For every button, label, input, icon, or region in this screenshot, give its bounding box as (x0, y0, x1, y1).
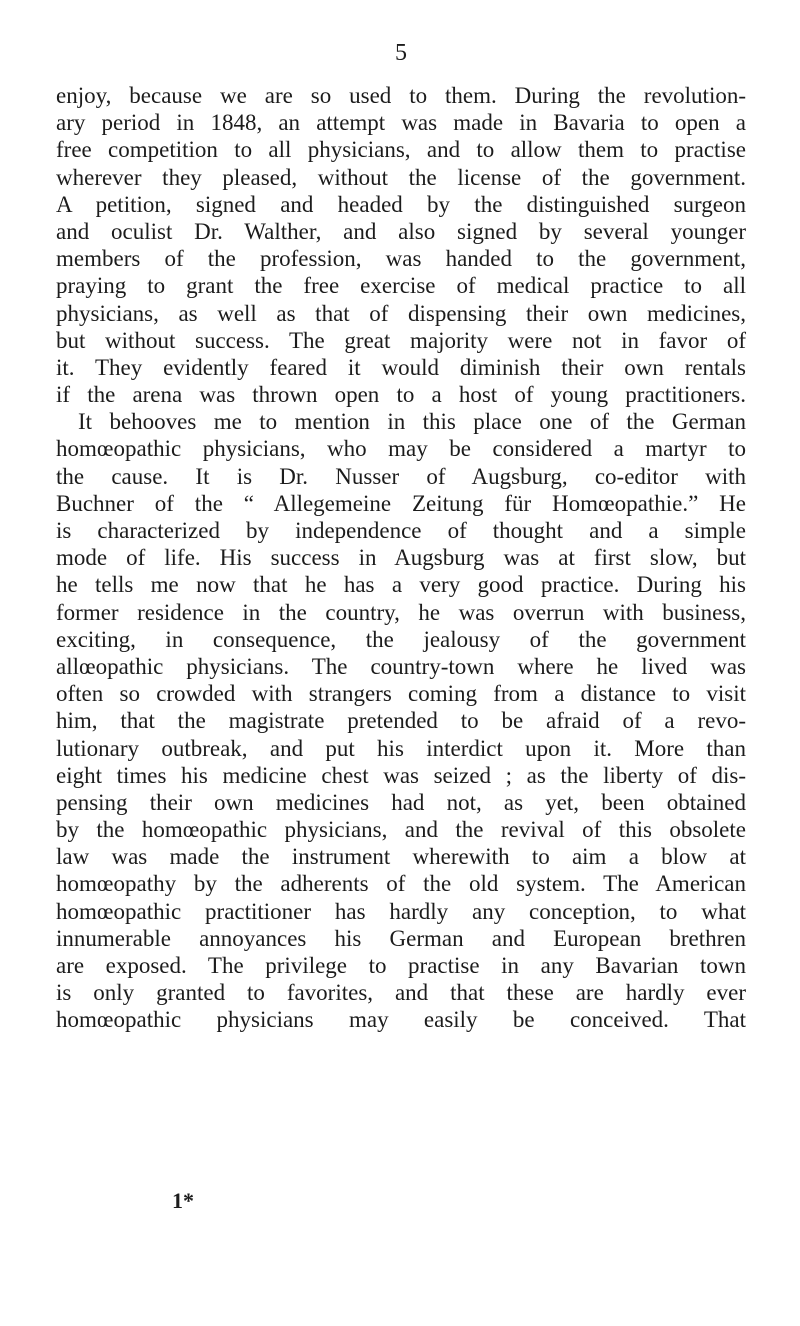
text-line: the cause. It is Dr. Nusser of Augsburg, co-editor with (56, 463, 746, 489)
text-line: homœopathic physicians, who may be considered a martyr to (56, 436, 746, 462)
text-line: if the arena was thrown open to a host of young practitioners. (56, 382, 746, 408)
text-line: physicians, as well as that of dispensing their own medicines, (56, 300, 746, 326)
text-line: It behooves me to mention in this place one of the German (78, 409, 746, 435)
text-line: and oculist Dr. Walther, and also signed by several younger (56, 218, 746, 244)
text-line: Buchner of the “ Allegemeine Zeitung für Homœopathie.” He (56, 490, 746, 516)
text-line: ary period in 1848, an attempt was made in Bavaria to open a (56, 110, 746, 136)
text-line: pensing their own medicines had not, as yet, been obtained (56, 789, 746, 815)
text-line: is characterized by independence of thought and a simple (56, 518, 746, 543)
text-line: is only granted to favorites, and that these are hardly ever (56, 980, 746, 1006)
text-line: homœopathic practitioner has hardly any conception, to what (56, 898, 746, 924)
text-line: are exposed. The privilege to practise in any Bavarian town (56, 953, 746, 978)
text-line: homœopathy by the adherents of the old system. The American (56, 871, 746, 897)
text-line: enjoy, because we are so used to them. During the revolution- (56, 83, 746, 108)
text-line: mode of life. His success in Augsburg was at first slow, but (56, 545, 746, 571)
text-line: eight times his medicine chest was seized ; as the liberty of dis- (56, 762, 746, 788)
page-number: 5 (395, 40, 407, 66)
text-line: praying to grant the free exercise of medical practice to all (56, 273, 746, 299)
text-line: him, that the magistrate pretended to be afraid of a revo- (56, 708, 746, 734)
text-line: allœopathic physicians. The country-town where he lived was (56, 653, 746, 679)
text-line: A petition, signed and headed by the distinguished surgeon (56, 191, 746, 217)
text-line: but without success. The great majority were not in favor of (56, 327, 746, 353)
text-line: innumerable annoyances his German and European brethren (56, 925, 746, 951)
text-line: exciting, in consequence, the jealousy of the government (56, 626, 746, 652)
body-text (56, 82, 746, 1034)
text-line: former residence in the country, he was overrun with business, (56, 599, 746, 625)
text-line: often so crowded with strangers coming from a distance to visit (56, 681, 746, 707)
signature-mark: 1* (172, 1188, 194, 1213)
text-line: members of the profession, was handed to the government, (56, 246, 746, 272)
text-line: wherever they pleased, without the license of the government. (56, 164, 746, 190)
text-line: lutionary outbreak, and put his interdict upon it. More than (56, 735, 746, 761)
text-line: by the homœopathic physicians, and the revival of this obsolete (56, 817, 746, 843)
text-line: homœopathic physicians may easily be conceived. That (56, 1007, 746, 1033)
text-line: free competition to all physicians, and to allow them to practise (56, 137, 746, 163)
text-line: it. They evidently feared it would diminish their own rentals (56, 354, 746, 380)
text-line: he tells me now that he has a very good practice. During his (56, 572, 746, 598)
text-line: law was made the instrument wherewith to aim a blow at (56, 844, 746, 870)
